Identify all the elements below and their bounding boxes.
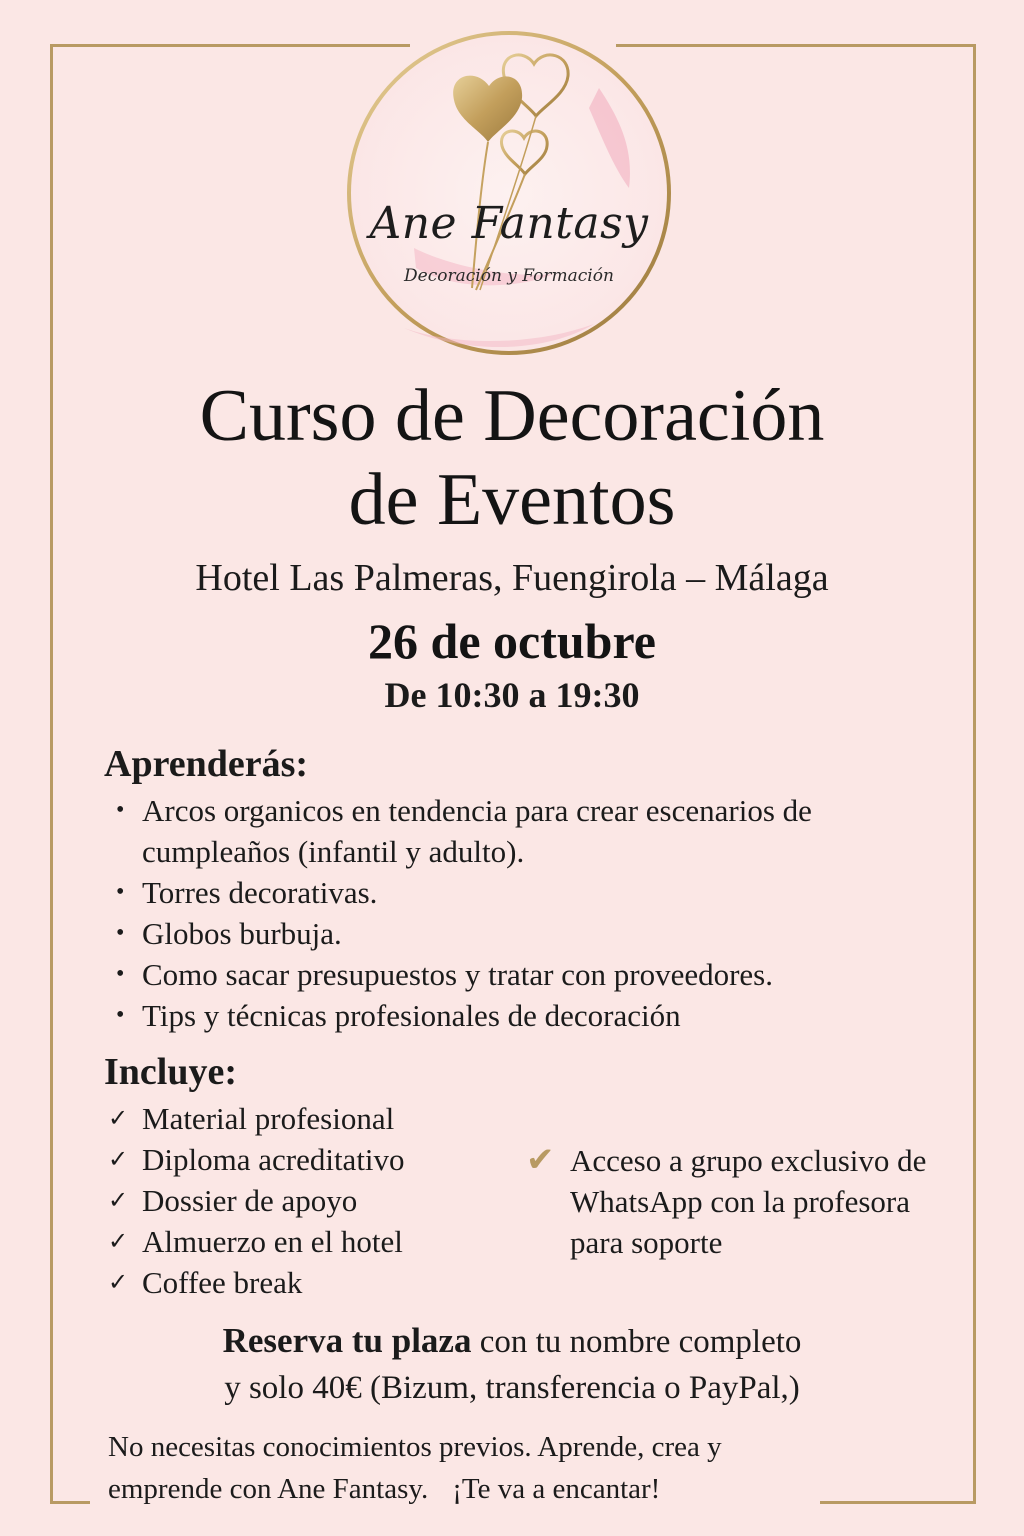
- list-item: [108, 1139, 528, 1180]
- bullet-icon: •: [116, 920, 125, 946]
- reserve-rest: con tu nombre completo: [479, 1324, 802, 1360]
- brand-logo: [344, 28, 674, 358]
- includes-item-text: Diploma acreditativo: [142, 1142, 405, 1177]
- frame-border-right: [973, 44, 976, 1504]
- check-icon: ✓: [108, 1227, 129, 1255]
- includes-list: [108, 1098, 528, 1303]
- reserve-bold: Reserva tu plaza: [222, 1321, 472, 1360]
- footer-line-1: No necesitas conocimientos previos. Aprende, crea y: [108, 1431, 722, 1463]
- includes-heading: Incluye:: [104, 1051, 237, 1093]
- logo-subtitle: Decoración y Formación: [404, 266, 614, 286]
- list-item: [112, 913, 932, 954]
- list-item: [112, 790, 932, 872]
- bullet-icon: •: [116, 961, 125, 987]
- includes-item-text: Material profesional: [142, 1101, 395, 1136]
- learn-heading: Aprenderás:: [104, 743, 309, 785]
- list-item: [112, 995, 932, 1036]
- learn-item-text: Tips y técnicas profesionales de decoración: [142, 998, 681, 1033]
- bullet-icon: •: [116, 879, 125, 905]
- check-icon: ✓: [108, 1186, 129, 1214]
- includes-item-text: Dossier de apoyo: [142, 1183, 358, 1218]
- logo-emblem-icon: [344, 28, 674, 358]
- reserve-line-2: y solo 40€ (Bizum, transferencia o PayPal,): [224, 1370, 800, 1406]
- reserve-info: [60, 1318, 964, 1411]
- check-icon: ✓: [108, 1268, 129, 1296]
- learn-item-text: Arcos organicos en tendencia para crear escenarios de cumpleaños (infantil y adulto).: [142, 793, 812, 869]
- bullet-icon: •: [116, 797, 125, 823]
- includes-item-text: Almuerzo en el hotel: [142, 1224, 403, 1259]
- list-item: [108, 1098, 528, 1139]
- event-date: 26 de octubre: [368, 613, 656, 669]
- event-location: Hotel Las Palmeras, Fuengirola – Málaga: [195, 557, 829, 599]
- frame-border-left: [50, 44, 53, 1504]
- gold-check-icon: ✔: [526, 1140, 555, 1180]
- bullet-icon: •: [116, 1002, 125, 1028]
- learn-item-text: Como sacar presupuestos y tratar con proveedores.: [142, 957, 773, 992]
- includes-item-text: Coffee break: [142, 1265, 303, 1300]
- learn-item-text: Torres decorativas.: [142, 875, 378, 910]
- footer-note: [108, 1426, 928, 1510]
- check-icon: ✓: [108, 1145, 129, 1173]
- event-time: De 10:30 a 19:30: [384, 675, 640, 715]
- logo-title: Ane Fantasy: [369, 198, 649, 249]
- page-title-line-2: de Eventos: [348, 459, 676, 541]
- footer-line-2: [108, 1468, 928, 1510]
- frame-border-bottom-left: [50, 1501, 90, 1504]
- footer-line-2a: emprende con Ane Fantasy.: [108, 1473, 429, 1505]
- list-item: [108, 1262, 528, 1303]
- list-item: [112, 872, 932, 913]
- page-title-line-1: Curso de Decoración: [199, 375, 825, 457]
- list-item: [108, 1180, 528, 1221]
- learn-list: [112, 790, 932, 1036]
- footer-line-2b: ¡Te va a encantar!: [452, 1473, 661, 1505]
- learn-item-text: Globos burbuja.: [142, 916, 342, 951]
- list-item: [112, 954, 932, 995]
- check-icon: ✓: [108, 1104, 129, 1132]
- whatsapp-item-text: Acceso a grupo exclusivo de WhatsApp con la profesora para soporte: [570, 1143, 927, 1260]
- reserve-line-1: [60, 1318, 964, 1365]
- list-item: [108, 1221, 528, 1262]
